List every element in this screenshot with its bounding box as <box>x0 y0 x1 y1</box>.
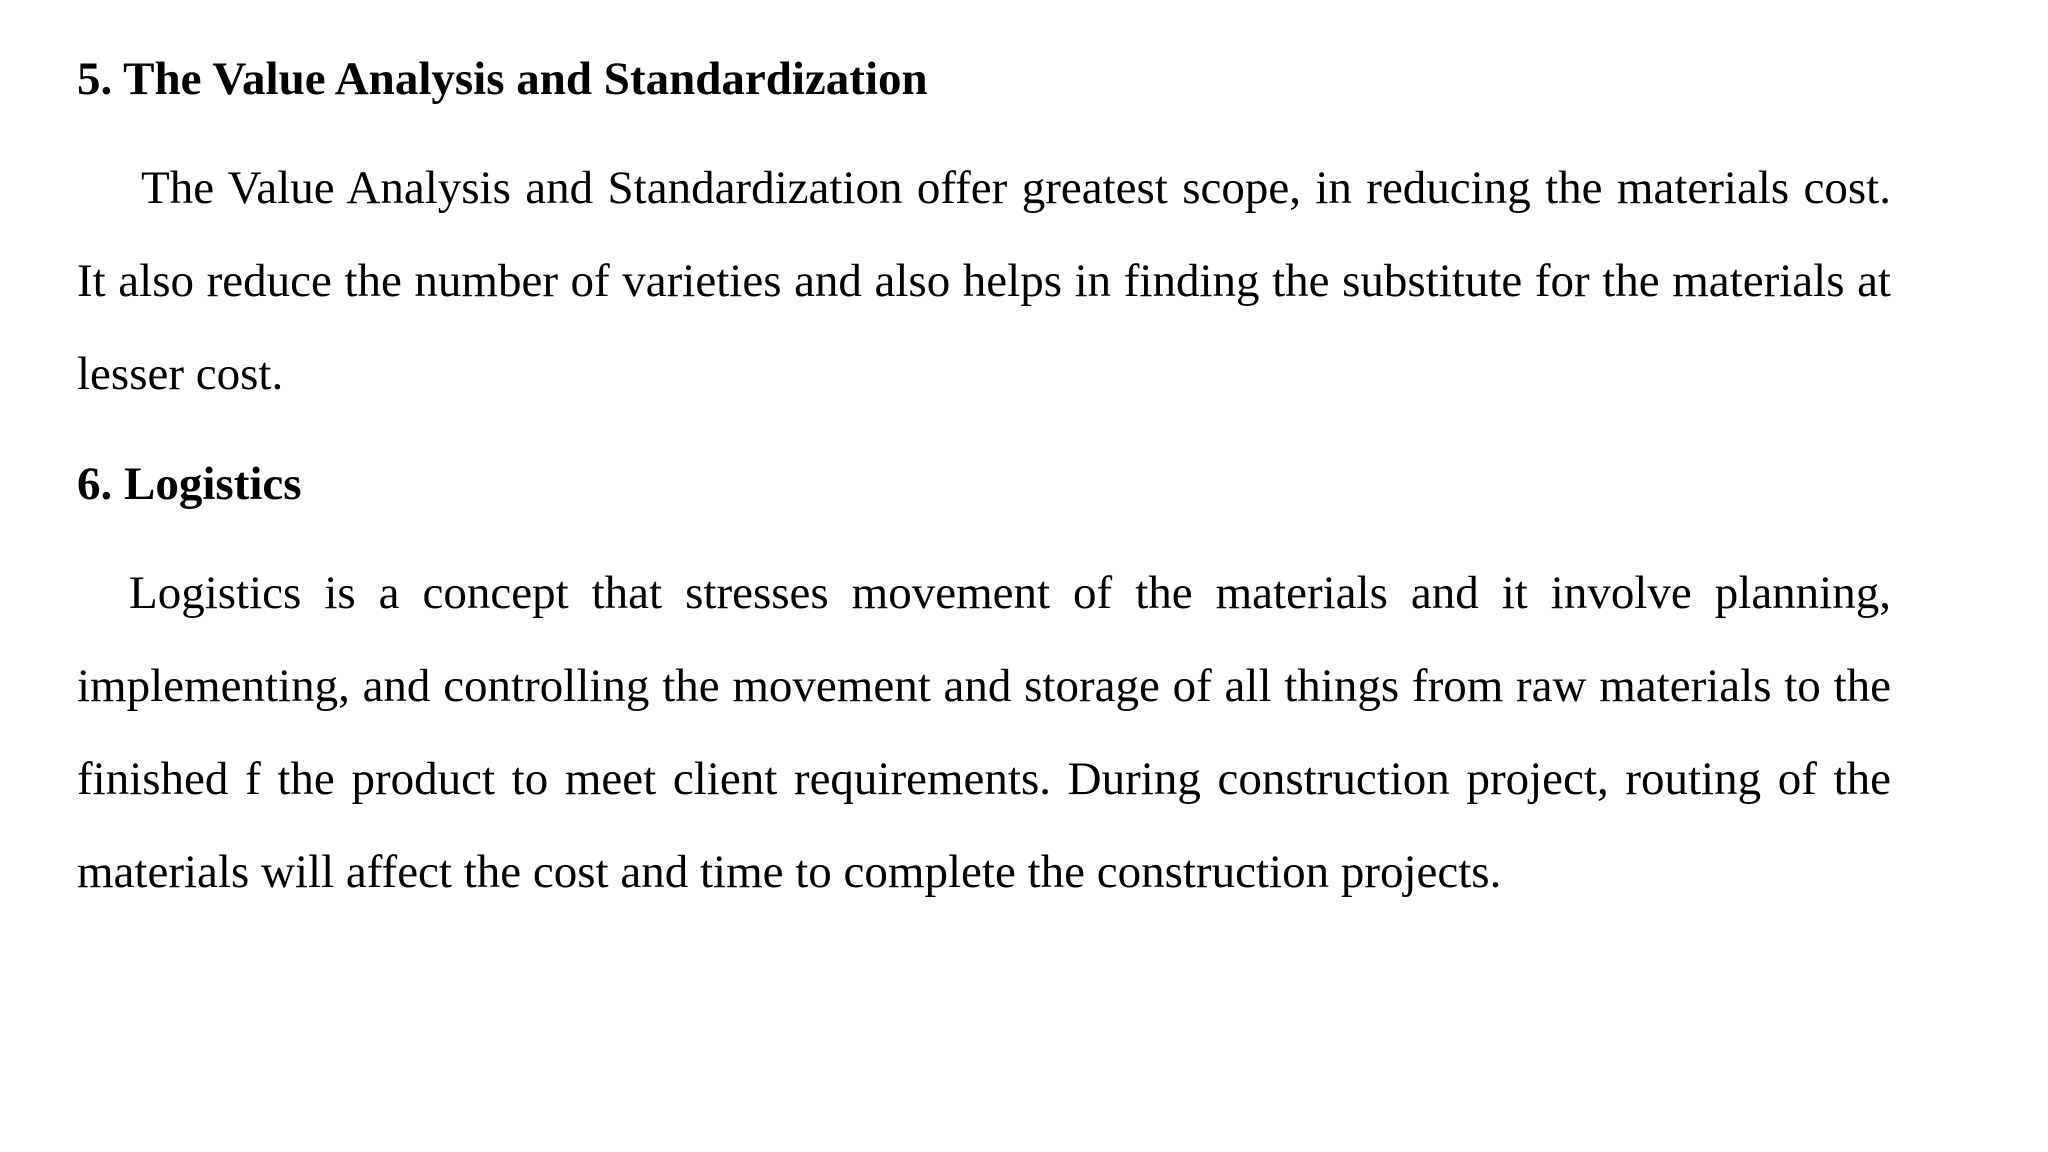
section-body-logistics: Logistics is a concept that stresses movement of the materials and it involve planning, implementing, and controlling the movement and storage of all things from raw materials to the finished f the product to meet client requirements. During construction project, routing of the materials will affect the cost and time to complete the construction projects. <box>77 567 1891 898</box>
document-content <box>77 46 1891 919</box>
section-body-value-analysis: The Value Analysis and Standardization offer greatest scope, in reducing the materials cost. It also reduce the number of varieties and also helps in finding the substitute for the materials at lesser cost. <box>77 162 1891 400</box>
section-heading-value-analysis: 5. The Value Analysis and Standardization <box>77 53 928 105</box>
section-heading-logistics: 6. Logistics <box>77 458 302 510</box>
